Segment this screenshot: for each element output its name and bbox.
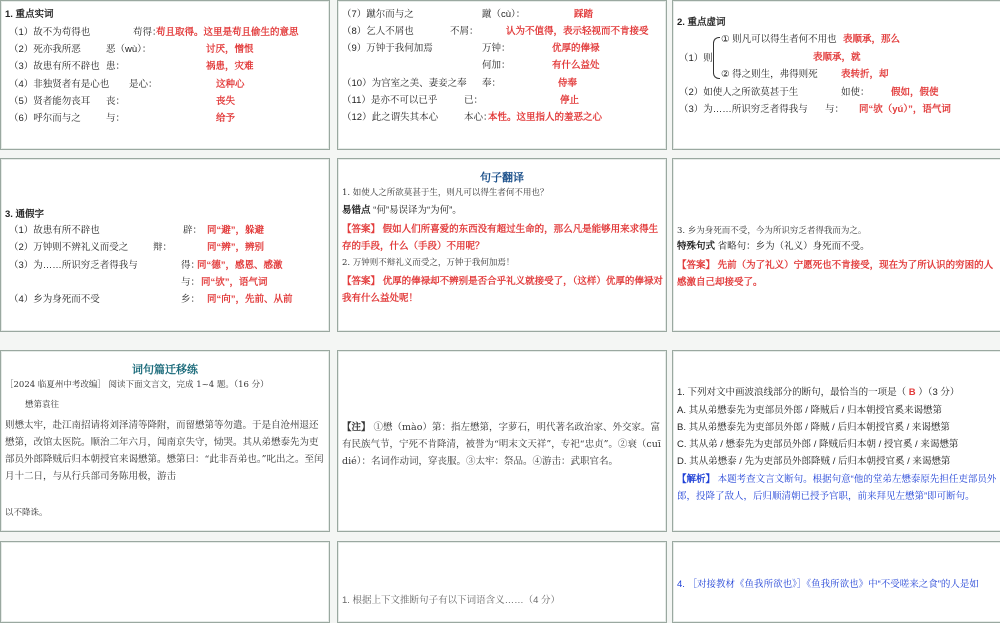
answer-text: 假如人们所喜爱的东西没有超过生命的，那么凡是能够用来求得生存的手段，什么（手段）不用呢？ xyxy=(342,224,659,252)
question-text: 1. 如使人之所欲莫甚于生，则凡可以得生者何不用也？ xyxy=(342,188,549,198)
item-answer: 侍奉 xyxy=(558,78,578,89)
item-sentence: （10）为宫室之美、妻妾之奉 xyxy=(342,78,467,89)
slide-question-2-partial xyxy=(337,541,667,623)
question-end: ）（3 分） xyxy=(918,387,960,398)
option-b: B. 其从弟懋泰先为吏部员外郎 / 降贼 / 后归本朝授官奚 / 来谒懋第 xyxy=(677,422,950,433)
answer-label: 【答案】 xyxy=(342,224,381,235)
item-sentence: （2）万钟则不辨礼义而受之 xyxy=(9,242,129,253)
item-word: 奉： xyxy=(482,78,502,89)
item-answer: 停止 xyxy=(560,95,580,106)
question-text: 3. 乡为身死而不受，今为所识穷乏者得我而为之。 xyxy=(677,226,867,236)
question-text: 2. 万钟则不辩礼义而受之，万钟于我何加焉！ xyxy=(342,258,515,268)
notes-label: 【注】 xyxy=(342,422,371,433)
item-answer: 苟且取得。这里是苟且偷生的意思 xyxy=(156,27,299,38)
item-answer: 本性。这里指人的羞恶之心 xyxy=(488,112,603,123)
item-word: 丧： xyxy=(106,96,126,107)
explanation-text: 本题考查文言文断句。根据句意“他的堂弟左懋泰原先担任吏部员外郎，投降了敌人，后归顺清朝已授予官职，前来拜见左懋第”即可断句。 xyxy=(677,474,997,502)
item-word: 何加： xyxy=(482,60,511,71)
item-word: 恶（wù）： xyxy=(106,44,152,55)
question-text: 1. 下列对文中画波浪线部分的断句，最恰当的一项是（ xyxy=(677,387,907,398)
item-answer: 同“避”，躲避 xyxy=(207,225,265,236)
item-sentence: （11）是亦不可以已乎 xyxy=(342,95,438,106)
slide-key-content-words-1 xyxy=(0,0,330,150)
item-answer: 踩踏 xyxy=(574,9,594,20)
item-answer: 祸患，灾难 xyxy=(206,61,254,72)
item-word: 是心： xyxy=(129,79,158,90)
item-answer: 表顺承，那么 xyxy=(843,34,901,45)
question-text: 1. 根据上下文推断句子有以下词语含义……（4 分） xyxy=(342,595,560,606)
item-sentence: （7）蹴尔而与之 xyxy=(342,9,414,20)
item-sentence: （8）乞人不屑也 xyxy=(342,26,414,37)
item-label: （1）则 xyxy=(679,53,713,64)
item-answer: 同“欤（yú）”，语气词 xyxy=(859,104,951,115)
passage-subtitle: 懋第袁往 xyxy=(25,400,60,410)
item-sentence: （12）此之谓失其本心 xyxy=(342,112,439,123)
item-word: 已： xyxy=(464,95,484,106)
tip-label: 易错点 xyxy=(342,205,371,216)
slide-blank xyxy=(0,541,330,623)
item-sentence: （6）呼尔而与之 xyxy=(9,113,81,124)
item-word: 得： xyxy=(181,260,201,271)
item-sentence: （2）如使人之所欲莫甚于生 xyxy=(679,87,799,98)
item-word: 乡： xyxy=(181,294,201,305)
item-sentence: （3）为……所识穷乏者得我与 xyxy=(679,104,808,115)
slide-sentence-translation xyxy=(337,158,667,332)
tip-text: “何”易误译为“为何”。 xyxy=(373,205,462,216)
question-row xyxy=(677,387,959,399)
item-answer: 讨厌，憎恨 xyxy=(206,44,254,55)
item-sentence: （3）故患有所不辟也 xyxy=(9,61,100,72)
item-word: 与： xyxy=(106,113,126,124)
explanation-block xyxy=(677,471,999,505)
answer-block xyxy=(342,273,664,307)
notes-block xyxy=(342,419,664,470)
bracket xyxy=(713,37,720,79)
answer-label: 【答案】 xyxy=(342,276,381,287)
item-word: 与： xyxy=(181,277,201,288)
answer-text: 优厚的俸禄却不辨别是否合乎礼义就接受了，（这样）优厚的俸禄对我有什么益处呢！ xyxy=(342,276,663,304)
item-answer: 丧失 xyxy=(216,96,236,107)
item-sentence: （4）非独贤者有是心也 xyxy=(9,79,110,90)
slide-title: 词句篇迁移练 xyxy=(132,364,198,376)
item-answer: 有什么益处 xyxy=(552,60,600,71)
item-sentence: （1）故不为苟得也 xyxy=(9,27,91,38)
item-word: 万钟： xyxy=(482,43,511,54)
item-sentence: （4）乡为身死而不受 xyxy=(9,294,100,305)
intro-text: ［2024 临夏州中考改编］ 阅读下面文言文，完成 1~4 题。（16 分） xyxy=(5,380,269,390)
section-heading: 2. 重点虚词 xyxy=(677,17,726,28)
item-word: 不屑： xyxy=(450,26,479,37)
item-answer: 优厚的俸禄 xyxy=(552,43,600,54)
tip-row xyxy=(677,241,870,253)
item-sentence: ① 则凡可以得生者何不用也 xyxy=(721,34,837,45)
item-answer: 同“向”，先前、从前 xyxy=(207,294,293,305)
item-word: 辩： xyxy=(153,242,173,253)
option-a: A. 其从弟懋泰先为吏部员外郎 / 降贼后 / 归本朝授官奚来谒懋第 xyxy=(677,405,942,416)
item-sentence: （9）万钟于我何加焉 xyxy=(342,43,433,54)
item-word: 苟得： xyxy=(133,27,162,38)
answer-block xyxy=(677,257,999,291)
item-word: 如使： xyxy=(841,87,870,98)
tip-text: 省略句：乡为（礼义）身死而不受。 xyxy=(717,241,870,252)
item-sentence: （1）故患有所不辟也 xyxy=(9,225,100,236)
slide-question-1 xyxy=(672,350,1000,532)
item-word: 患： xyxy=(106,61,126,72)
option-c: C. 其从弟 / 懋泰先为吏部员外郎 / 降贼后归本朝 / 授官奚 / 来谒懋第 xyxy=(677,439,959,450)
tip-label: 特殊句式 xyxy=(677,241,716,252)
section-heading: 1. 重点实词 xyxy=(5,9,54,20)
item-answer: 这种心 xyxy=(216,79,245,90)
answer-label: 【答案】 xyxy=(677,260,716,271)
item-answer: 同“辨”，辨别 xyxy=(207,242,265,253)
passage-end: 以不降诛。 xyxy=(5,508,48,518)
item-sentence: （3）为……所识穷乏者得我与 xyxy=(9,260,138,271)
section-heading: 3. 通假字 xyxy=(5,209,45,220)
item-sentence: ② 得之则生，弗得则死 xyxy=(721,69,818,80)
item-answer: 假如，假使 xyxy=(891,87,939,98)
slide-question-4 xyxy=(672,541,1000,623)
explanation-label: 【解析】 xyxy=(677,474,716,485)
passage-body: 则懋太牢，赴江南招请将刘泽清等降附，而留懋第等勿遣。于是自沧州退还懋第，改馆太医院。顺治二年六月，闻南京失守，恸哭。其从弟懋泰先为吏部员外郎降贼后归本朝授官来谒懋第。懋第曰：“此非吾弟也。”叱出之。至闰月十二日，与从行兵部司务陈用极，游击 xyxy=(5,420,324,482)
slide-title: 句子翻译 xyxy=(480,172,524,184)
slide-key-content-words-2 xyxy=(337,0,667,150)
item-word: 蹴（cù）： xyxy=(482,9,526,20)
item-word: 与： xyxy=(825,104,845,115)
slide-loan-characters xyxy=(0,158,330,332)
answer-text: 先前（为了礼义）宁愿死也不肯接受，现在为了所认识的穷困的人感激自己却接受了。 xyxy=(677,260,994,288)
option-d: D. 其从弟懋泰 / 先为吏部员外郎降贼 / 后归本朝授官奚 / 来谒懋第 xyxy=(677,456,951,467)
item-answer: 同“欤”，语气词 xyxy=(201,277,268,288)
item-word: 辟： xyxy=(183,225,203,236)
question-answer: B xyxy=(908,387,916,398)
slide-key-function-words xyxy=(672,0,1000,150)
item-answer: 认为不值得，表示轻视而不肯接受 xyxy=(506,26,649,37)
slide-sentence-translation-cont xyxy=(672,158,1000,332)
item-sentence: （5）贤者能勿丧耳 xyxy=(9,96,91,107)
slide-transfer-practice-passage xyxy=(0,350,330,532)
item-word: 本心： xyxy=(464,112,493,123)
notes-text: ①懋（mào）第：指左懋第，字萝石，明代著名政治家、外交家。富有民族气节，宁死不肯降清，被誉为“明末文天祥”，专祀“忠贞”。②衰（cuī dié）：名词作动词，穿丧服。③太牢：祭品。④游击：武职官名。 xyxy=(342,422,661,467)
question-text: 4. ［对接教材《鱼我所欲也》］《鱼我所欲也》中“不受嗟来之食”的人是如 xyxy=(677,579,979,590)
tip-row xyxy=(342,205,462,217)
item-answer: 表转折，却 xyxy=(841,69,889,80)
answer-block xyxy=(342,221,664,255)
item-answer: 表顺承，就 xyxy=(813,52,861,63)
item-sentence: （2）死亦我所恶 xyxy=(9,44,81,55)
item-answer: 同“德”，感恩、感激 xyxy=(197,260,283,271)
item-answer: 给予 xyxy=(216,113,236,124)
item-row xyxy=(9,27,90,39)
slide-passage-notes xyxy=(337,350,667,532)
